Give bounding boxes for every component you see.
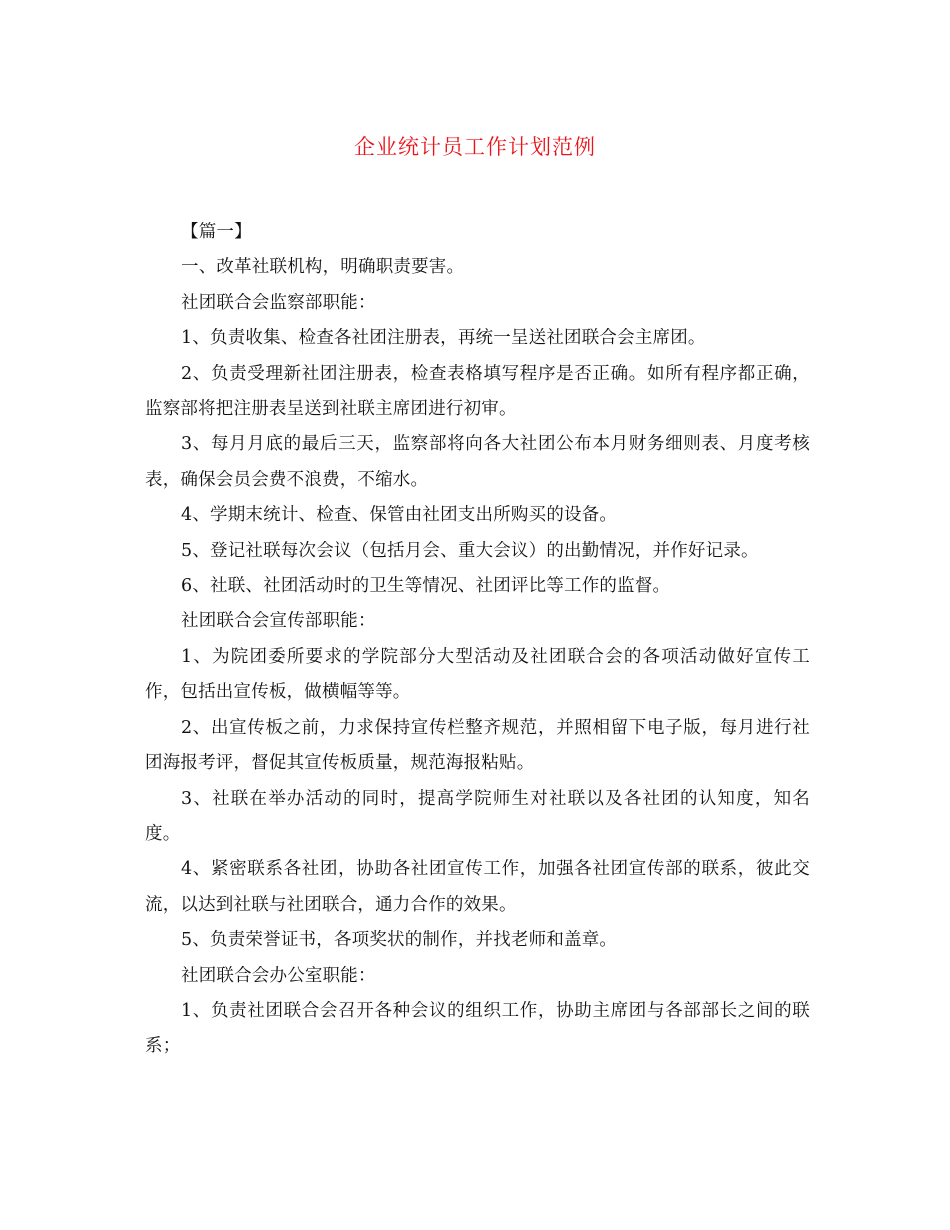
list-item: 3、社联在举办活动的同时，提高学院师生对社联以及各社团的认知度，知名度。 (145, 788, 810, 844)
list-item: 5、登记社联每次会议（包括月会、重大会议）的出勤情况，并作好记录。 (181, 540, 759, 561)
subsection-heading: 社团联合会宣传部职能： (181, 611, 376, 632)
list-item: 3、每月月底的最后三天，监察部将向各大社团公布本月财务细则表、月度考核表，确保会员会费不浪费，不缩水。 (145, 434, 810, 490)
list-item: 6、社联、社团活动时的卫生等情况、社团评比等工作的监督。 (181, 576, 671, 597)
list-item: 5、负责荣誉证书，各项奖状的制作，并找老师和盖章。 (181, 930, 618, 951)
list-item: 4、紧密联系各社团，协助各社团宣传工作，加强各社团宣传部的联系，彼此交流，以达到社联与社团联合，通力合作的效果。 (145, 859, 810, 915)
section-heading: 一、改革社联机构，明确职责要害。 (181, 257, 465, 278)
list-item: 4、学期末统计、检查、保管由社团支出所购买的设备。 (181, 505, 618, 526)
subsection-heading: 社团联合会监察部职能： (181, 292, 376, 313)
list-item: 2、出宣传板之前，力求保持宣传栏整齐规范，并照相留下电子版，每月进行社团海报考评，督促其宣传板质量，规范海报粘贴。 (145, 717, 810, 774)
subsection-heading: 社团联合会办公室职能： (181, 965, 376, 986)
document-body (145, 215, 810, 1065)
list-item: 1、负责社团联合会召开各种会议的组织工作，协助主席团与各部部长之间的联系； (145, 1000, 810, 1057)
document-title: 企业统计员工作计划范例 (354, 135, 596, 159)
list-item: 2、负责受理新社团注册表，检查表格填写程序是否正确。如所有程序都正确，监察部将把注册表呈送到社联主席团进行初审。 (145, 363, 810, 420)
list-item: 1、负责收集、检查各社团注册表，再统一呈送社团联合会主席团。 (181, 328, 706, 349)
list-item: 1、为院团委所要求的学院部分大型活动及社团联合会的各项活动做好宣传工作，包括出宣传板，做横幅等等。 (145, 646, 810, 703)
section-marker: 【篇一】 (181, 222, 252, 242)
